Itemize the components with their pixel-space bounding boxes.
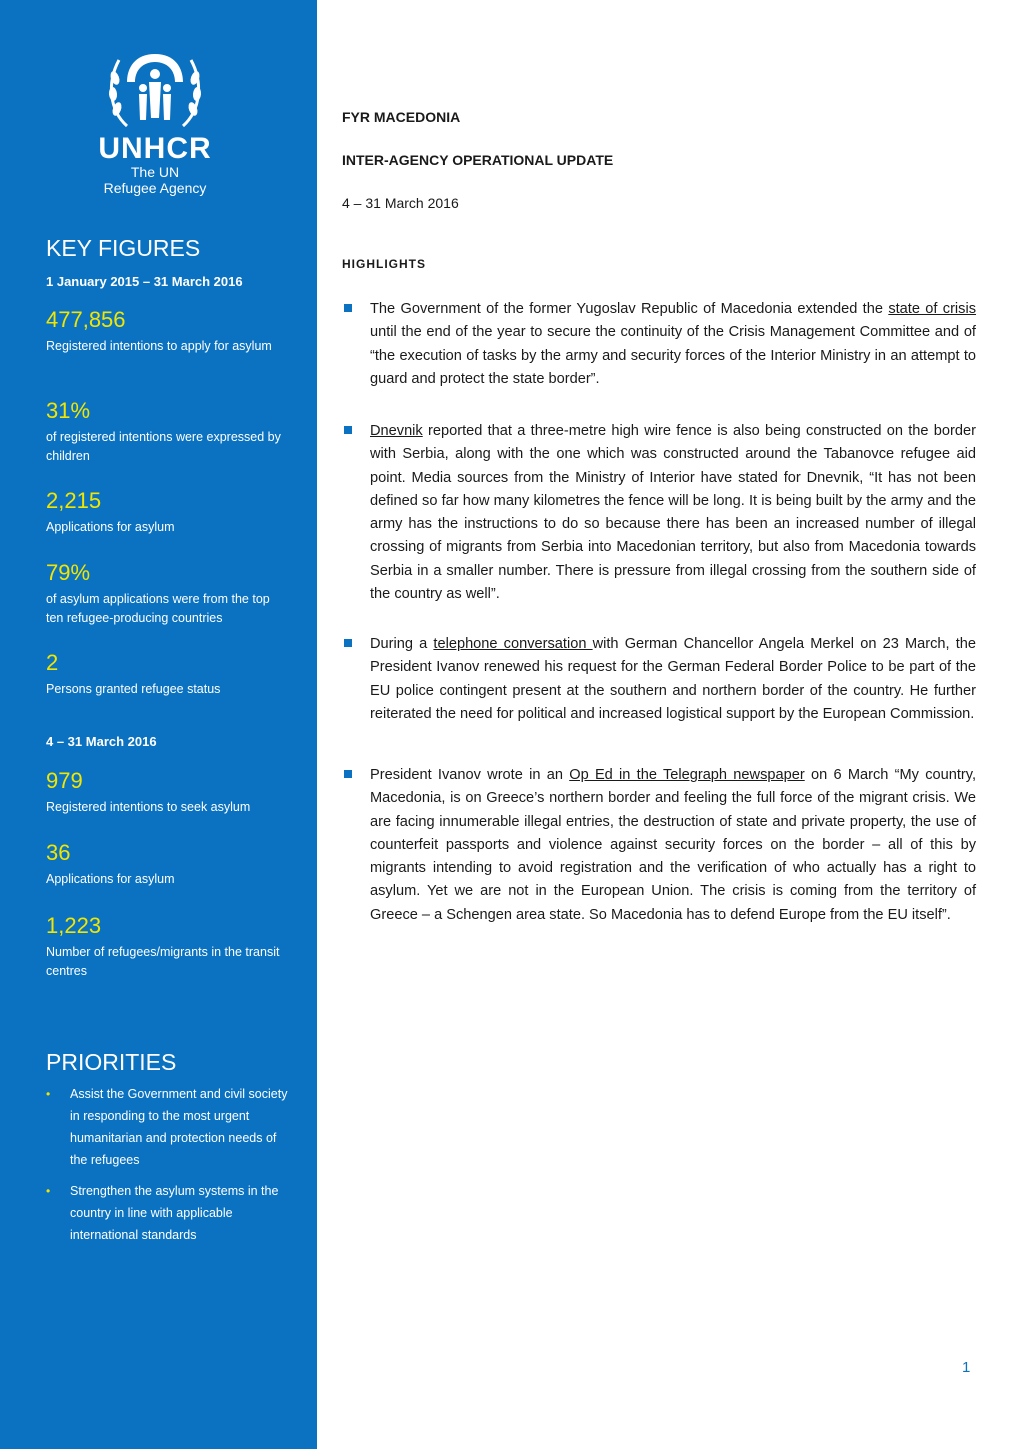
bullet-dot-icon: • [46, 1087, 51, 1101]
figure-value: 477,856 [46, 307, 126, 332]
country-heading: FYR MACEDONIA [342, 109, 461, 125]
priority-text: Assist the Government and civil society in responding to the most urgent humanitarian and protection needs of the refugees [70, 1087, 288, 1167]
key-figures-period-1: 1 January 2015 – 31 March 2016 [46, 274, 243, 289]
priorities-title: PRIORITIES [46, 1049, 177, 1075]
bullet-square-icon [344, 426, 352, 434]
highlight-text: During a telephone conversation with German Chancellor Angela Merkel on 23 March, the President Ivanov renewed his request for the German Federal Border Police to be part of the EU police contingent present at the southern and northern border of the country. He further reiterated the need for political and increased logistical support by the European Commission. [370, 636, 977, 722]
figure-label: Applications for asylum [46, 520, 175, 534]
figure-label: Registered intentions to seek asylum [46, 800, 251, 814]
highlight-text: The Government of the former Yugoslav Republic of Macedonia extended the state of crisis until the end of the year to secure the continuity of the Crisis Management Committee and of “the execution of tasks by the army and security forces of the Interior Ministry in an attempt to guard and protect the state border”. [370, 301, 977, 387]
bullet-square-icon [344, 770, 352, 778]
highlight-text: Dnevnik reported that a three-metre high wire fence is also being constructed on the border with Serbia, along with the one which was constructed around the Tabanovce refugee aid point. Media sources from the Ministry of Interior have stated for Dnevnik, “It has not been defined so far how many kilometres the fence will be long. It is being built by the army and the army has the instructions to do so because there has been an increased number of illegal crossing of migrants from Serbia into Macedonian territory, but also from Macedonia towards Serbia in a smaller number. There is pressure from illegal crossing from the southern side of the country as well”. [370, 423, 976, 603]
figure-label: Persons granted refugee status [46, 682, 221, 696]
figure-label: of registered intentions were expressed by children [46, 430, 281, 463]
bullet-square-icon [344, 304, 352, 312]
op-ed-telegraph-link[interactable]: Op Ed in the Telegraph newspaper [569, 767, 805, 783]
priority-item [46, 1083, 291, 1171]
highlight-item [342, 633, 976, 726]
figure-label: Applications for asylum [46, 872, 175, 886]
priorities-list [46, 1083, 291, 1255]
figure-value: 2 [46, 650, 59, 675]
date-range: 4 – 31 March 2016 [342, 195, 459, 211]
page-number: 1 [962, 1359, 971, 1376]
unhcr-logo [90, 48, 220, 196]
bullet-dot-icon: • [46, 1184, 51, 1198]
figure-value: 979 [46, 768, 83, 793]
unhcr-emblem-icon [105, 48, 205, 132]
logo-name: UNHCR [98, 132, 212, 165]
key-figures-period-2: 4 – 31 March 2016 [46, 734, 157, 749]
figure-label: Registered intentions to apply for asylum [46, 339, 272, 353]
state-of-crisis-link[interactable]: state of crisis [888, 301, 977, 317]
figure-value: 31% [46, 398, 91, 423]
logo-subtitle-line1: The UN [130, 164, 180, 180]
report-title: INTER-AGENCY OPERATIONAL UPDATE [342, 152, 614, 168]
highlight-item [342, 298, 976, 391]
telephone-conversation-link[interactable]: telephone conversation [433, 636, 593, 652]
figure-label: of asylum applications were from the top ten refugee-producing countries [46, 592, 270, 625]
figure-label: Number of refugees/migrants in the transit centres [46, 945, 280, 978]
highlight-item [342, 764, 976, 927]
highlight-text: President Ivanov wrote in an Op Ed in the Telegraph newspaper on 6 March “My country, Macedonia, is on Greece’s northern border and feeling the full force of the migrant crisis. We are facing innumerable illegal entries, the destruction of state and private property, the use of counterfeit passports and violence against security forces on the border – all of this by migrants intending to avoid registration and the verification of who actually has a right to asylum. Yet we are not in the European Union. The crisis is coming from the territory of Greece – a Schengen area state. So Macedonia has to defend Europe from the EU itself”. [370, 767, 977, 923]
highlights-title: HIGHLIGHTS [342, 257, 426, 271]
bullet-square-icon [344, 639, 352, 647]
figure-value: 36 [46, 840, 71, 865]
logo-subtitle-line2: Refugee Agency [103, 180, 207, 196]
sidebar [0, 0, 317, 1449]
priority-text: Strengthen the asylum systems in the country in line with applicable international standards [70, 1184, 279, 1242]
figure-value: 79% [46, 560, 91, 585]
figure-value: 2,215 [46, 488, 102, 513]
key-figures-title: KEY FIGURES [46, 235, 201, 261]
figure-value: 1,223 [46, 913, 102, 938]
highlight-item [342, 420, 976, 606]
priority-item [46, 1180, 291, 1246]
dnevnik-link[interactable]: Dnevnik [370, 423, 423, 439]
